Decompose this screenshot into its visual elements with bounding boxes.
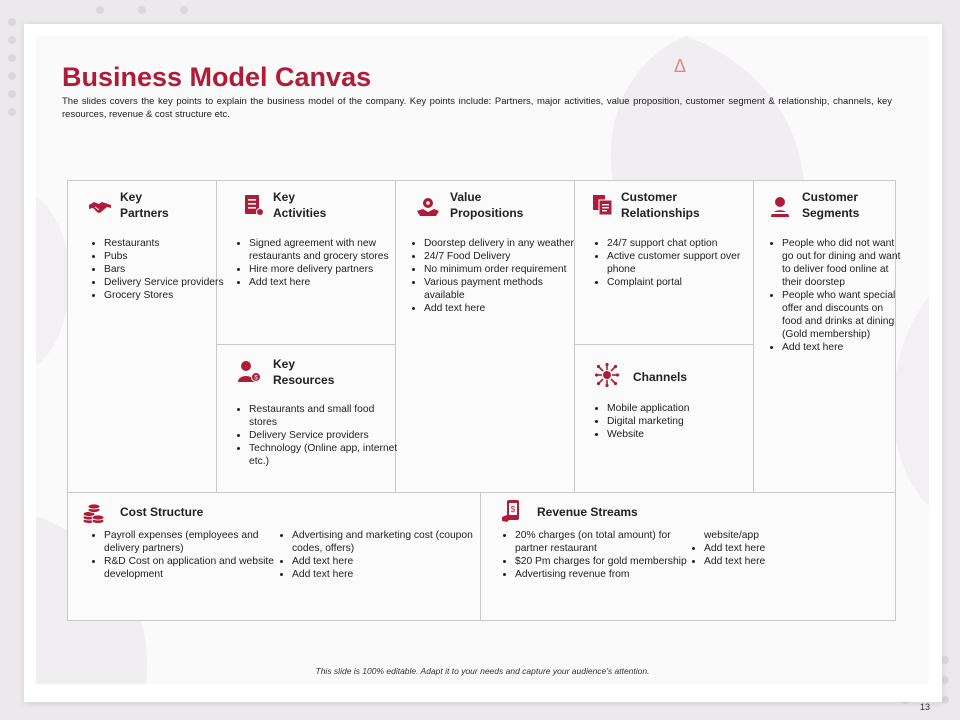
svg-text:$: $ <box>254 375 258 382</box>
list-item: • Restaurants and small food stores <box>249 403 399 429</box>
list-item: • 20% charges (on total amount) for partner restaurant <box>515 529 687 555</box>
list-item: • Doorstep delivery in any weather <box>424 237 582 250</box>
list-item: • Hire more delivery partners <box>249 263 399 276</box>
customer-segments-title: Customer Segments <box>802 190 860 220</box>
key-resources-block <box>217 345 398 492</box>
revenue-streams-list-1 <box>501 529 687 581</box>
revenue-streams-continuation: website/app <box>704 530 759 541</box>
key-resources-list <box>235 403 399 468</box>
person-icon <box>768 195 792 219</box>
list-item: • Payroll expenses (employees and delivery partners) <box>104 529 292 555</box>
key-partners-block <box>68 181 224 492</box>
cost-structure-block <box>68 493 480 620</box>
list-item: • Digital marketing <box>607 415 757 428</box>
list-item: • 24/7 support chat option <box>607 237 757 250</box>
list-item: • Add text here <box>249 276 399 289</box>
revenue-streams-title: Revenue Streams <box>537 505 638 519</box>
list-item: • Active customer support over phone <box>607 250 757 276</box>
list-item: • Pubs <box>104 250 224 263</box>
list-item: • Advertising and marketing cost (coupon codes, offers) <box>292 529 482 555</box>
person-dollar-icon <box>237 359 261 383</box>
list-item: • Complaint portal <box>607 276 757 289</box>
list-item: • Grocery Stores <box>104 289 224 302</box>
list-item: • 24/7 Food Delivery <box>424 250 582 263</box>
channels-title: Channels <box>633 370 688 384</box>
list-item: • Signed agreement with new restaurants and grocery stores <box>249 237 399 263</box>
cost-structure-title: Cost Structure <box>120 505 204 519</box>
svg-text:$: $ <box>510 505 516 514</box>
footer-note: This slide is 100% editable. Adapt it to your needs and capture your audience's attention. <box>315 666 650 676</box>
slide <box>36 36 929 684</box>
channels-list <box>593 402 757 441</box>
customer-relationships-block <box>575 181 753 344</box>
customer-relationships-title: Customer Relationships <box>621 190 700 220</box>
list-item: • Add text here <box>292 568 482 581</box>
list-item: • Delivery Service providers <box>249 429 399 442</box>
customer-segments-block <box>754 181 901 492</box>
list-item: • $20 Pm charges for gold membership <box>515 555 687 568</box>
list-item: • No minimum order requirement <box>424 263 582 276</box>
page-subtitle: The slides covers the key points to explain the business model of the company. Key points include: Partners, major activities, value proposition, customer segment & relationship, channels, key resources, revenue & cost structure etc. <box>62 96 892 120</box>
cost-structure-list-1 <box>90 529 292 581</box>
key-resources-title: Key Resources <box>273 357 335 387</box>
business-model-canvas <box>67 180 901 621</box>
list-item: • Various payment methods available <box>424 276 582 302</box>
handshake-icon <box>88 195 112 219</box>
list-item: • People who want special offer and discounts on food and drinks at dining (Gold membership) <box>782 289 904 341</box>
list-item: • Bars <box>104 263 224 276</box>
revenue-streams-list-2 <box>690 542 874 568</box>
list-item: • Add text here <box>704 555 874 568</box>
value-propositions-list <box>410 237 582 315</box>
key-activities-block <box>217 181 395 344</box>
list-item: • Add text here <box>424 302 582 315</box>
list-item: • Add text here <box>782 341 904 354</box>
checklist-icon <box>241 193 265 217</box>
key-activities-list <box>235 237 399 289</box>
list-item: • Advertising revenue from <box>515 568 687 581</box>
key-activities-title: Key Activities <box>273 190 327 220</box>
list-item: • Mobile application <box>607 402 757 415</box>
list-item: • Technology (Online app, internet etc.) <box>249 442 399 468</box>
coins-icon <box>82 501 106 525</box>
list-item: • R&D Cost on application and website development <box>104 555 292 581</box>
list-item: • Website <box>607 428 757 441</box>
key-partners-list <box>90 237 224 302</box>
hand-gear-icon <box>416 195 440 219</box>
value-propositions-block <box>396 181 574 492</box>
documents-icon <box>591 193 615 217</box>
revenue-streams-block <box>481 493 895 620</box>
list-item: • Add text here <box>704 542 874 555</box>
page-number: 13 <box>920 702 931 712</box>
mobile-payment-icon <box>501 499 525 523</box>
list-item: • Add text here <box>292 555 482 568</box>
list-item: • Restaurants <box>104 237 224 250</box>
key-partners-title: Key Partners <box>120 190 169 220</box>
network-icon <box>595 363 619 387</box>
list-item: • People who did not want go out for dining and want to deliver food online at their doorstep <box>782 237 904 289</box>
customer-segments-list <box>768 237 904 354</box>
customer-relationships-list <box>593 237 757 289</box>
value-propositions-title: Value Propositions <box>450 190 524 220</box>
channels-block <box>575 345 753 492</box>
triangle-icon: Δ <box>674 56 687 76</box>
cost-structure-list-2 <box>278 529 482 581</box>
list-item: • Delivery Service providers <box>104 276 224 289</box>
page-title: Business Model Canvas <box>62 62 372 92</box>
